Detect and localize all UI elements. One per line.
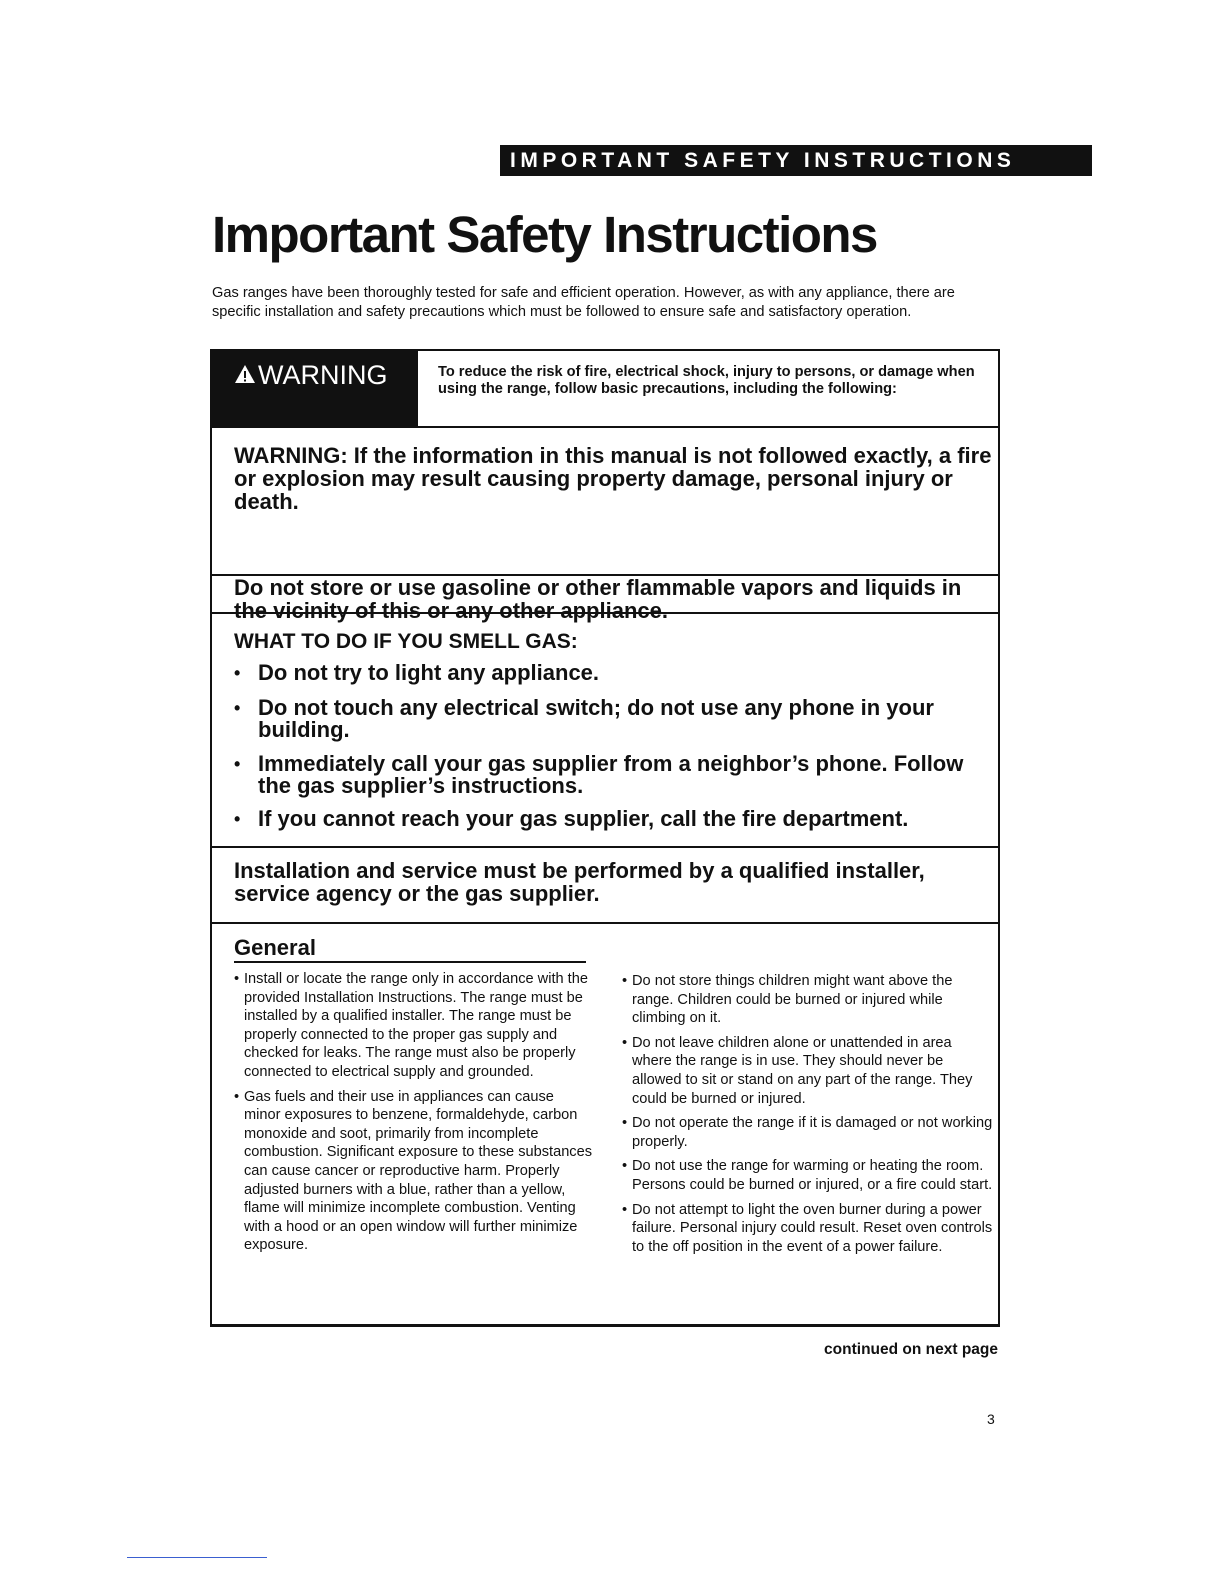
installation-statement: Installation and service must be performed by a qualified installer, service agency or the gas supplier. xyxy=(234,858,925,906)
warning-label xyxy=(212,351,418,426)
installation-section xyxy=(212,846,998,922)
intro-paragraph: Gas ranges have been thoroughly tested for safe and efficient operation. However, as with any appliance, there are specific installation and safety precautions which must be followed to ensure safe and satisfactory operation. xyxy=(212,285,955,320)
list-item: • Do not use the range for warming or heating the room. Persons could be burned or injured, or a fire could start. xyxy=(622,1157,994,1194)
list-item: • Do not store things children might want above the range. Children could be burned or injured while climbing on it. xyxy=(622,972,994,1028)
general-section xyxy=(212,922,998,1327)
list-item: • Do not try to light any appliance. xyxy=(234,662,974,684)
list-item: • If you cannot reach your gas supplier, call the fire department. xyxy=(234,808,974,830)
list-item: • Do not attempt to light the oven burner during a power failure. Personal injury could result. Reset oven controls to the off position in the event of a power failure. xyxy=(622,1201,994,1257)
warning-header xyxy=(212,351,998,428)
general-left-column xyxy=(234,970,594,1261)
page-number: 3 xyxy=(987,1411,995,1427)
list-item: • Gas fuels and their use in appliances can cause minor exposures to benzene, formaldehyde, carbon monoxide and soot, primarily from incomplete combustion. Significant exposure to these substances can cause cancer or reproductive harm. Properly adjusted burners with a blue, rather than a yellow, flame will minimize incomplete combustion. Venting with a hood or an open window will further minimize exposure. xyxy=(234,1088,594,1255)
page-title: Important Safety Instructions xyxy=(212,206,877,263)
list-item: • Install or locate the range only in accordance with the provided Installation Instructions. The range must be installed by a qualified installer. The range must be properly connected to the proper gas supply and checked for leaks. The range must also be properly connected to electrical supply and grounded. xyxy=(234,970,594,1082)
list-item: • Do not touch any electrical switch; do not use any phone in your building. xyxy=(234,697,974,741)
smell-gas-section xyxy=(212,612,998,848)
list-item: • Immediately call your gas supplier from a neighbor’s phone. Follow the gas supplier’s instructions. xyxy=(234,753,974,797)
general-right-column xyxy=(622,972,994,1262)
general-heading: General xyxy=(234,936,586,963)
vapors-statement: Do not store or use gasoline or other flammable vapors and liquids in the vicinity of this or any other appliance. xyxy=(234,575,962,623)
continued-note: continued on next page xyxy=(824,1341,998,1358)
vapors-section xyxy=(212,574,998,623)
footer-rule xyxy=(127,1557,267,1558)
safety-box xyxy=(210,349,1000,1327)
warning-triangle-icon xyxy=(234,351,256,399)
section-header-bar: IMPORTANT SAFETY INSTRUCTIONS xyxy=(500,145,1092,176)
list-item: • Do not leave children alone or unattended in area where the range is in use. They should never be allowed to sit or stand on any part of the range. They could be burned or injured. xyxy=(622,1034,994,1108)
warning-intro-text: To reduce the risk of fire, electrical shock, injury to persons, or damage when using the range, follow basic precautions, including the following: xyxy=(438,364,975,397)
list-item: • Do not operate the range if it is damaged or not working properly. xyxy=(622,1114,994,1151)
smell-gas-list xyxy=(234,662,974,830)
smell-gas-heading: WHAT TO DO IF YOU SMELL GAS: xyxy=(234,630,578,653)
warning-section xyxy=(212,426,998,514)
warning-statement: WARNING: If the information in this manual is not followed exactly, a fire or explosion may result causing property damage, personal injury or death. xyxy=(234,443,992,514)
warning-label-text: WARNING xyxy=(258,360,388,390)
